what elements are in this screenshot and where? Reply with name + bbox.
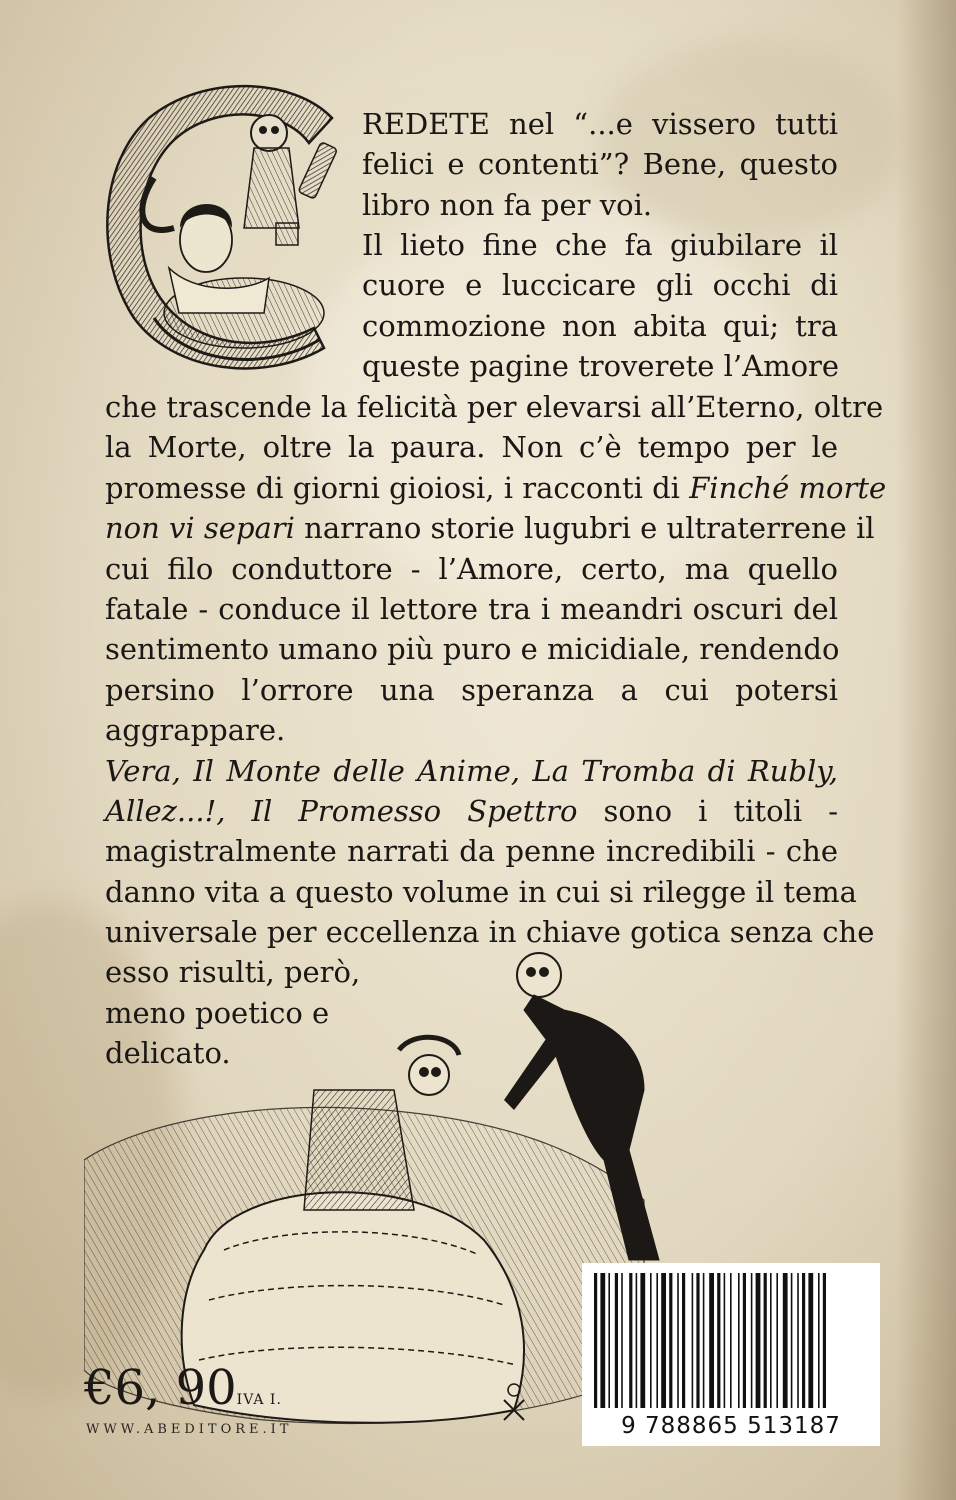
barcode-bar bbox=[797, 1273, 799, 1408]
text-line: la Morte, oltre la paura. Non c’è tempo per le bbox=[105, 430, 838, 465]
text-line: felici e contenti”? Bene, questo bbox=[362, 147, 838, 182]
text-line bbox=[105, 468, 887, 508]
barcode-bar bbox=[818, 1273, 820, 1408]
text-line: libro non fa per voi. bbox=[362, 187, 653, 222]
text-segment: narrano storie lugubri e ultraterrene il bbox=[304, 511, 875, 546]
barcode-bar bbox=[738, 1273, 740, 1408]
text-line: che trascende la felicità per elevarsi all’Eterno, oltre bbox=[105, 390, 884, 424]
price-value: €6, 90 bbox=[84, 1360, 237, 1416]
barcode-bar bbox=[677, 1273, 679, 1408]
barcode-bar bbox=[650, 1273, 652, 1408]
barcode-bar bbox=[594, 1273, 597, 1408]
text-segment: sono i titoli - bbox=[603, 793, 838, 828]
barcode-bar bbox=[724, 1273, 726, 1408]
barcode-bar bbox=[669, 1273, 672, 1408]
text-line: esso risulti, però, bbox=[105, 955, 361, 990]
barcode-bar bbox=[661, 1273, 666, 1408]
barcode-bars bbox=[590, 1273, 872, 1413]
barcode-bar bbox=[703, 1273, 705, 1408]
text-line: sentimento umano più puro e micidiale, rendendo bbox=[105, 632, 840, 667]
barcode-bar bbox=[600, 1273, 605, 1408]
barcode-bar bbox=[629, 1273, 632, 1408]
barcode-bar bbox=[823, 1273, 826, 1408]
text-line: magistralmente narrati da penne incredibili - che bbox=[105, 834, 838, 869]
skull-woman-initial-c-engraving bbox=[94, 78, 356, 384]
story-titles-line: Vera, Il Monte delle Anime, La Tromba di Rubly, bbox=[105, 753, 838, 788]
barcode-bar bbox=[640, 1273, 645, 1408]
text-line: aggrappare. bbox=[105, 713, 286, 748]
barcode-bar bbox=[764, 1273, 767, 1408]
text-line: universale per eccellenza in chiave gotica senza che bbox=[105, 915, 875, 950]
description-lines-narrow bbox=[362, 225, 838, 387]
barcode-bar bbox=[776, 1273, 778, 1408]
isbn-barcode bbox=[582, 1263, 880, 1446]
intro-paragraph bbox=[362, 104, 838, 225]
barcode-bar bbox=[770, 1273, 772, 1408]
barcode-bar bbox=[751, 1273, 753, 1408]
book-title-italic: non vi separi bbox=[105, 511, 295, 546]
isbn-number: 9 788865 513187 bbox=[621, 1413, 841, 1439]
barcode-bar bbox=[692, 1273, 694, 1408]
text-line: queste pagine troverete l’Amore bbox=[362, 349, 840, 384]
text-line: delicato. bbox=[105, 1036, 231, 1071]
text-line: fatale - conduce il lettore tra i meandri oscuri del bbox=[105, 591, 838, 626]
book-title-italic: Finché morte bbox=[689, 470, 887, 505]
barcode-bar bbox=[808, 1273, 813, 1408]
barcode-bar bbox=[709, 1273, 714, 1408]
text-line bbox=[105, 791, 838, 831]
barcode-bar bbox=[783, 1273, 788, 1408]
barcode-bar bbox=[656, 1273, 658, 1408]
tax-note: IVA I. bbox=[236, 1392, 282, 1408]
text-line: Il lieto fine che fa giubilare il bbox=[362, 228, 838, 262]
story-titles-italic: Allez...!, Il Promesso Spettro bbox=[105, 793, 578, 828]
barcode-bar bbox=[791, 1273, 793, 1408]
text-line: commozione non abita qui; tra bbox=[362, 308, 838, 343]
publisher-website: WWW.ABEDITORE.IT bbox=[86, 1422, 293, 1437]
barcode-bar bbox=[717, 1273, 720, 1408]
barcode-bar bbox=[615, 1273, 618, 1408]
barcode-bar bbox=[636, 1273, 638, 1408]
barcode-bar bbox=[743, 1273, 746, 1408]
price-tag bbox=[84, 1360, 282, 1416]
text-segment: promesse di giorni gioiosi, i racconti di bbox=[105, 470, 680, 505]
text-line bbox=[105, 508, 875, 548]
barcode-bar bbox=[696, 1273, 699, 1408]
text-line: danno vita a questo volume in cui si rilegge il tema bbox=[105, 874, 857, 909]
barcode-bar bbox=[756, 1273, 761, 1408]
spine-shadow bbox=[896, 0, 956, 1500]
barcode-bar bbox=[621, 1273, 623, 1408]
barcode-bar bbox=[802, 1273, 805, 1408]
text-line: REDETE nel “...e vissero tutti bbox=[362, 107, 838, 141]
barcode-bar bbox=[682, 1273, 685, 1408]
barcode-bar bbox=[730, 1273, 732, 1408]
text-line: persino l’orrore una speranza a cui potersi bbox=[105, 672, 838, 707]
barcode-bar bbox=[608, 1273, 610, 1408]
text-line: meno poetico e bbox=[105, 995, 330, 1030]
text-line: cuore e luccicare gli occhi di bbox=[362, 268, 838, 303]
text-line: cui filo conduttore - l’Amore, certo, ma quello bbox=[105, 551, 838, 586]
